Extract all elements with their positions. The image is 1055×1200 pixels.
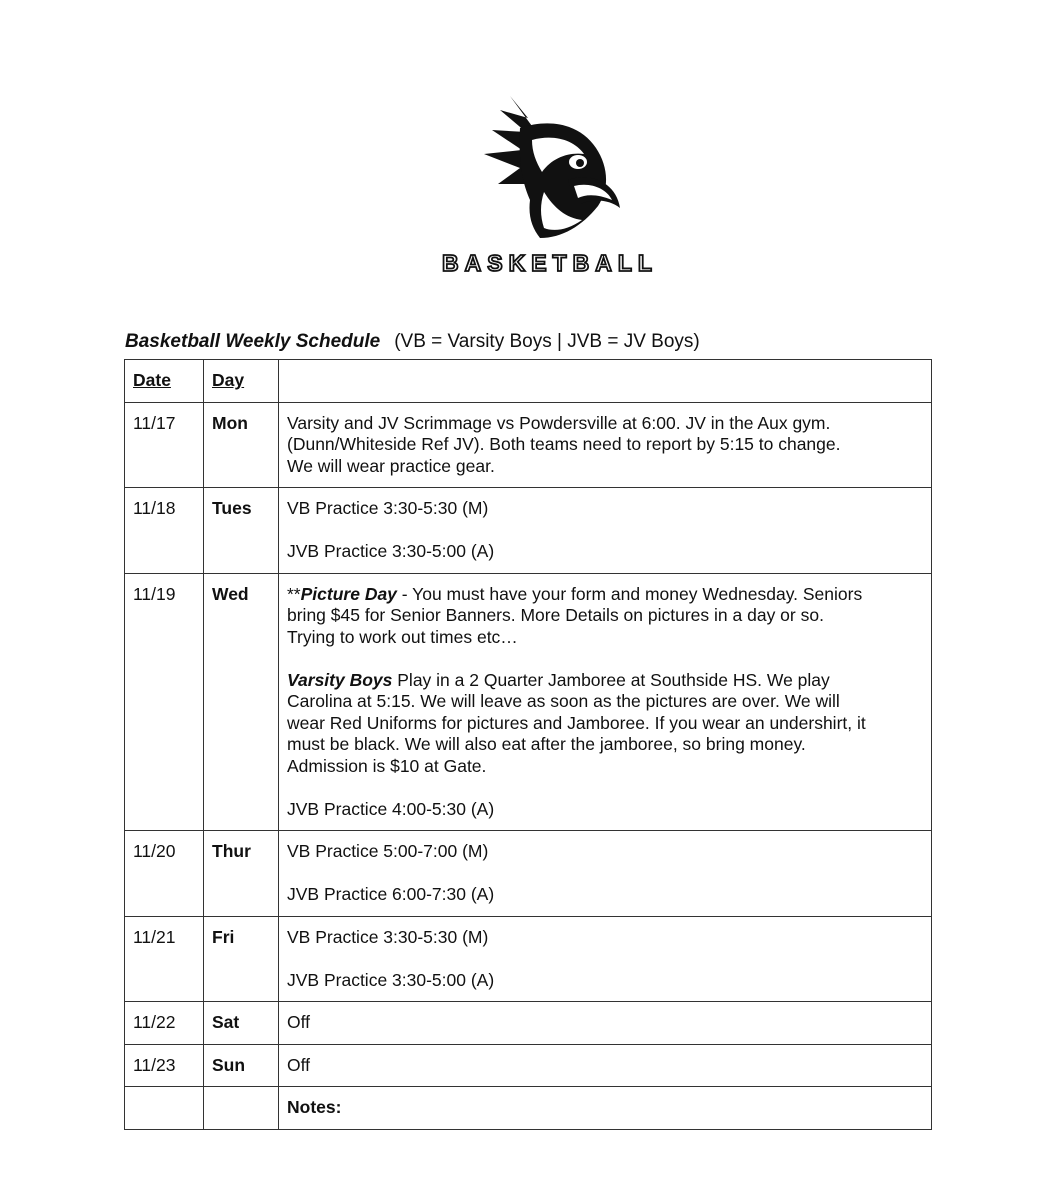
detail-line: Play in a 2 Quarter Jamboree at Southside HS. We play [392,669,830,690]
varsity-line [287,670,923,692]
detail-line: Carolina at 5:15. We will leave as soon as the pictures are over. We will [287,691,840,711]
table-row [125,1002,932,1045]
day-cell: Wed [204,573,279,831]
vb-practice: VB Practice 5:00-7:00 (M) [287,841,489,861]
day-cell: Fri [204,916,279,1002]
detail-line: wear Red Uniforms for pictures and Jamboree. If you wear an undershirt, it [287,712,866,733]
date-cell: 11/22 [125,1002,204,1045]
day-cell: Sat [204,1002,279,1045]
table-row [125,1044,932,1087]
day-cell: Sun [204,1044,279,1087]
header-details-cell [279,360,932,403]
wordmark-text: BASKETBALL [442,250,658,276]
details-cell [279,573,932,831]
day-cell: Thur [204,831,279,917]
table-row [125,402,932,488]
day-cell: Tues [204,488,279,574]
date-cell: 11/19 [125,573,204,831]
detail-line: must be black. We will also eat after the jamboree, so bring money. [287,734,806,754]
schedule-table [124,359,932,1130]
schedule-title [125,331,700,353]
table-header-row [125,360,932,403]
schedule-title-main: Basketball Weekly Schedule [125,331,381,352]
day-cell [204,1087,279,1130]
header-date: Date [133,370,171,390]
detail-line: (Dunn/Whiteside Ref JV). Both teams need to report by 5:15 to change. [287,434,841,454]
notes-row [125,1087,932,1130]
basketball-wordmark [420,248,680,278]
details-cell [279,488,932,574]
jvb-practice: JVB Practice 6:00-7:30 (A) [287,884,495,904]
table-row [125,573,932,831]
date-cell: 11/17 [125,402,204,488]
cardinal-head-icon [470,88,630,248]
header-day: Day [212,370,245,390]
date-cell: 11/20 [125,831,204,917]
vb-practice: VB Practice 3:30-5:30 (M) [287,926,489,947]
details-cell [279,831,932,917]
jvb-practice: JVB Practice 4:00-5:30 (A) [287,798,495,819]
jvb-practice: JVB Practice 3:30-5:00 (A) [287,541,495,561]
detail-line: bring $45 for Senior Banners. More Details on pictures in a day or so. [287,605,824,625]
header-date-cell [125,360,204,403]
details-cell: Off [279,1044,932,1087]
detail-line: Trying to work out times etc… [287,626,518,647]
details-cell [279,402,932,488]
detail-line: Varsity and JV Scrimmage vs Powdersville at 6:00. JV in the Aux gym. [287,412,831,433]
table-row [125,916,932,1002]
picture-day-label: Picture Day [300,583,397,604]
table-row [125,488,932,574]
detail-line: We will wear practice gear. [287,455,495,476]
date-cell [125,1087,204,1130]
detail-line: Admission is $10 at Gate. [287,755,487,776]
picture-prefix: ** [287,583,301,604]
date-cell: 11/21 [125,916,204,1002]
varsity-boys-label: Varsity Boys [287,669,393,690]
schedule-title-legend: (VB = Varsity Boys | JVB = JV Boys) [394,331,700,352]
picture-day-line [287,584,923,606]
details-cell: Off [279,1002,932,1045]
date-cell: 11/23 [125,1044,204,1087]
day-cell: Mon [204,402,279,488]
notes-cell: Notes: [279,1087,932,1130]
jvb-practice: JVB Practice 3:30-5:00 (A) [287,969,495,990]
vb-practice: VB Practice 3:30-5:30 (M) [287,498,489,518]
detail-line: - You must have your form and money Wednesday. Seniors [396,583,863,604]
details-cell [279,916,932,1002]
date-cell: 11/18 [125,488,204,574]
header-day-cell [204,360,279,403]
table-row [125,831,932,917]
